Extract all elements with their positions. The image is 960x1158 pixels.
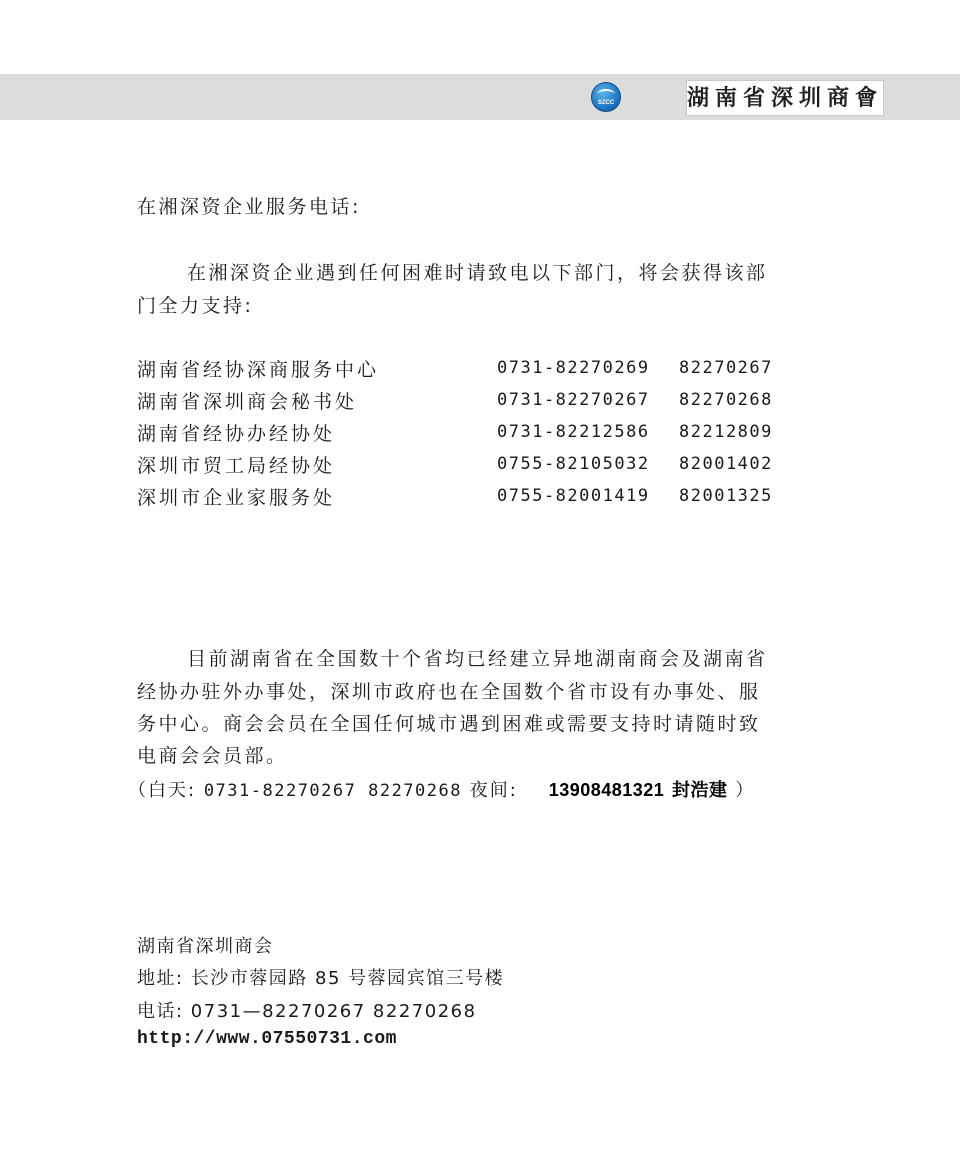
intro-line-1: 在湘深资企业遇到任何困难时请致电以下部门，将会获得该部 [187,262,768,284]
department-name: 湖南省经协深商服务中心 [137,358,380,381]
department-phone-secondary: 82270267 [679,358,773,378]
open-paren: （ [128,780,148,801]
department-phone-primary: 0755-82105032 [497,454,650,474]
table-row [137,416,837,448]
paragraph2-line-3: 务中心。商会会员在全国任何城市遇到困难或需要支持时请随时致 [137,713,761,735]
footer-org: 湖南省深圳商会 [137,936,274,957]
table-row [137,448,837,480]
service-title: 在湘深资企业服务电话: [137,196,361,218]
footer-address: 地址: 长沙市蓉园路 85 号蓉园宾馆三号楼 [137,968,505,989]
paragraph2-line-1: 目前湖南省在全国数十个省均已经建立异地湖南商会及湖南省 [187,648,768,670]
paragraph2-line-4: 电商会会员部。 [137,745,288,767]
brand-name: 湖南省深圳商會 [686,80,884,116]
intro-line-2: 门全力支持: [137,295,254,317]
department-name: 深圳市贸工局经协处 [137,454,336,477]
department-phone-secondary: 82212809 [679,422,773,442]
department-phone-secondary: 82270268 [679,390,773,410]
paragraph2-line-2: 经协办驻外办事处，深圳市政府也在全国数个省市设有办事处、服 [137,681,761,703]
department-name: 湖南省深圳商会秘书处 [137,390,358,413]
contact-line [128,776,755,802]
szcc-logo-icon [591,82,621,112]
department-name: 湖南省经协办经协处 [137,422,336,445]
department-phone-secondary: 82001325 [679,486,773,506]
footer-phone: 电话: 0731—82270267 82270268 [137,1001,477,1022]
close-paren: ） [735,780,756,801]
table-row [137,480,837,512]
footer-website-link[interactable]: http://www.07550731.com [137,1029,397,1049]
day-phone-numbers: 0731-82270267 82270268 [203,781,462,801]
department-phone-primary: 0731-82212586 [497,422,650,442]
logo-text: SZCC [597,100,615,106]
department-phone-primary: 0731-82270267 [497,390,650,410]
night-label: 夜间: [469,780,518,801]
department-phone-primary: 0731-82270269 [497,358,650,378]
night-contact-name: 封浩建 [672,780,728,800]
logo-arc [597,89,615,100]
department-phone-table [137,352,837,512]
table-row [137,352,837,384]
day-label: 白天: [148,780,197,801]
department-phone-secondary: 82001402 [679,454,773,474]
department-name: 深圳市企业家服务处 [137,486,336,509]
table-row [137,384,837,416]
night-phone-number: 13908481321 [548,780,665,800]
department-phone-primary: 0755-82001419 [497,486,650,506]
